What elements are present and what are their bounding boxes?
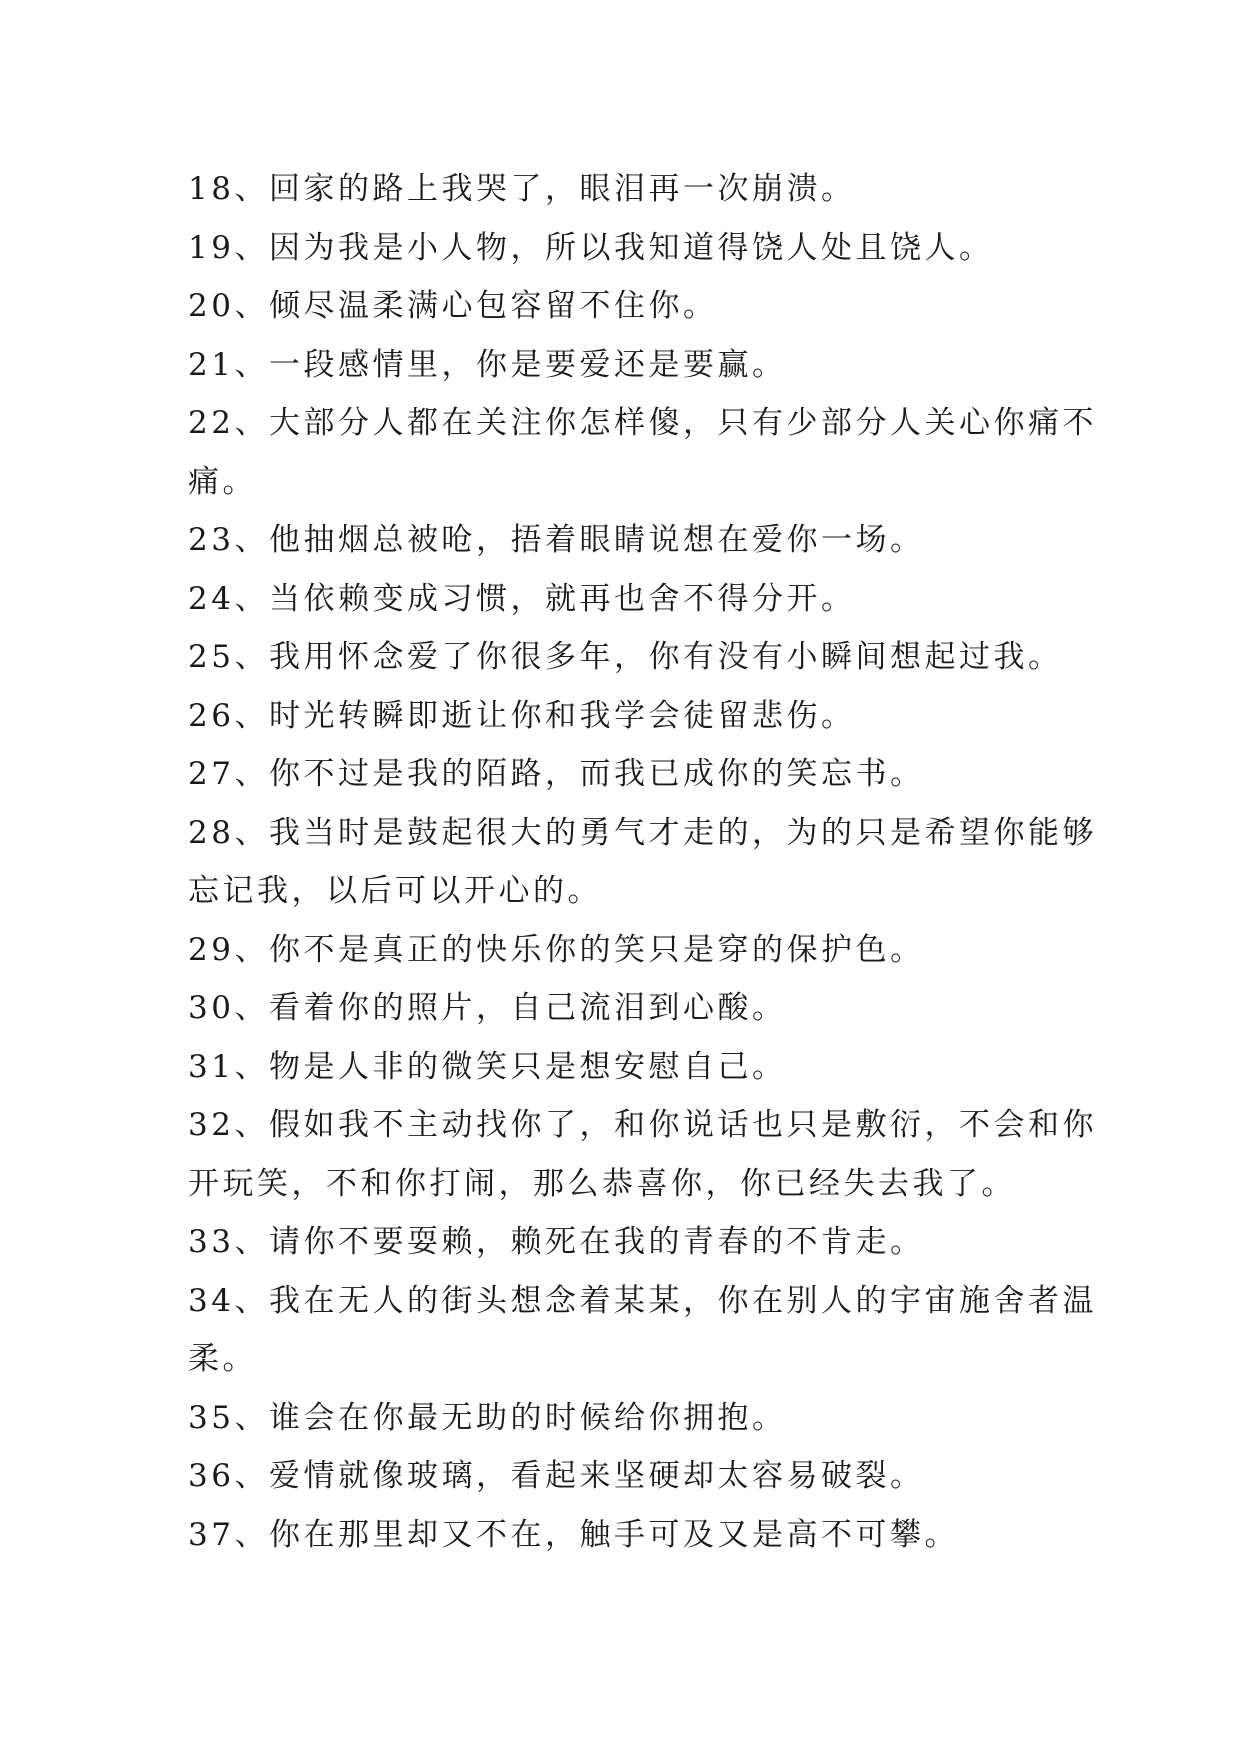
text-line: 22、大部分人都在关注你怎样傻，只有少部分人关心你痛不: [188, 405, 1097, 441]
text-line: 31、物是人非的微笑只是想安慰自己。: [188, 1048, 787, 1085]
text-line: 33、请你不要耍赖，赖死在我的青春的不肯走。: [188, 1224, 925, 1260]
text-line: 忘记我，以后可以开心的。: [188, 873, 602, 909]
text-line: 19、因为我是小人物，所以我知道得饶人处且饶人。: [188, 229, 994, 266]
text-line: 28、我当时是鼓起很大的勇气才走的，为的只是希望你能够: [188, 814, 1097, 851]
text-line: 24、当依赖变成习惯，就再也舍不得分开。: [188, 580, 856, 617]
text-line: 30、看着你的照片，自己流泪到心酸。: [188, 990, 787, 1026]
text-line: 36、爱情就像玻璃，看起来坚硬却太容易破裂。: [188, 1458, 925, 1494]
text-line: 34、我在无人的街头想念着某某，你在别人的宇宙施舍者温: [188, 1282, 1097, 1319]
text-line: 柔。: [188, 1341, 257, 1377]
text-line: 37、你在那里却又不在，触手可及又是高不可攀。: [188, 1516, 959, 1553]
text-line: 痛。: [188, 463, 257, 500]
text-line: 25、我用怀念爱了你很多年，你有没有小瞬间想起过我。: [188, 639, 1063, 675]
document-body: [188, 160, 1097, 1564]
text-line: 21、一段感情里，你是要爱还是要赢。: [188, 346, 787, 383]
text-line: 26、时光转瞬即逝让你和我学会徒留悲伤。: [188, 697, 856, 734]
text-line: 开玩笑，不和你打闹，那么恭喜你，你已经失去我了。: [188, 1165, 1016, 1202]
text-line: 23、他抽烟总被呛，捂着眼睛说想在爱你一场。: [188, 522, 925, 558]
text-line: 20、倾尽温柔满心包容留不住你。: [188, 288, 718, 324]
text-line: 35、谁会在你最无助的时候给你拥抱。: [188, 1399, 787, 1436]
text-line: 18、回家的路上我哭了，眼泪再一次崩溃。: [188, 171, 856, 207]
text-line: 29、你不是真正的快乐你的笑只是穿的保护色。: [188, 931, 925, 968]
text-line: 32、假如我不主动找你了，和你说话也只是敷衍，不会和你: [188, 1107, 1097, 1143]
text-line: 27、你不过是我的陌路，而我已成你的笑忘书。: [188, 756, 925, 792]
